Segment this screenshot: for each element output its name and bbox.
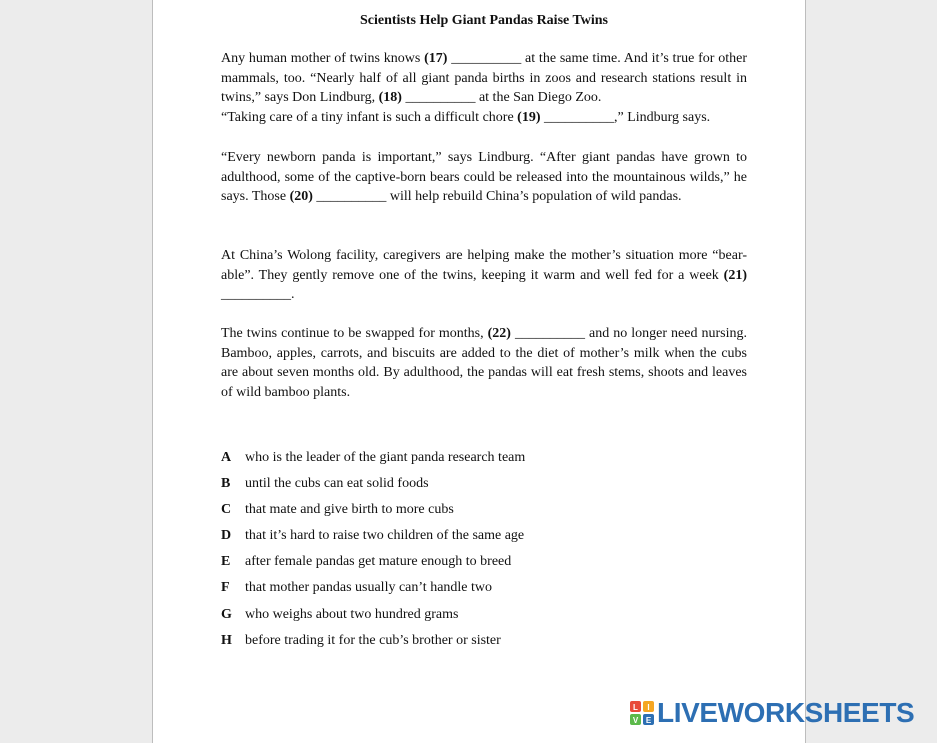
answer-option [221, 552, 747, 578]
liveworksheets-logo-icon [630, 701, 654, 725]
paragraph [221, 246, 747, 305]
paragraph-text: __________ and no longer need nursing. Bamboo, apples, carrots, and biscuits are added to the diet of mother’s milk when the cubs are about seven months old. By adulthood, the pandas will eat fresh stems, shoots and leaves of wild bamboo plants. [221, 326, 747, 400]
gap-number: (18) [378, 90, 402, 106]
watermark-text: LIVEWORKSHEETS [657, 697, 915, 728]
paragraph-text: __________ at the same time. And it’s true for other mammals, too. “Nearly half of all giant panda births in zoos and research stations result in twins,” says Don Lindburg, [221, 51, 747, 106]
option-letter: D [221, 528, 232, 544]
option-text: who is the leader of the giant panda research team [245, 450, 526, 465]
paragraph-text: “Every newborn panda is important,” says Lindburg. “After giant pandas have grown to adulthood, some of the captive-born bears could be released into the mountainous wilds,” he says. Those [221, 150, 747, 205]
gap-number: (20) [289, 189, 313, 205]
logo-letter: L [633, 703, 638, 712]
answer-option [221, 605, 747, 631]
option-letter: A [221, 450, 232, 465]
paragraph [221, 148, 747, 207]
answer-option [221, 526, 747, 552]
logo-letter: I [647, 703, 650, 712]
paragraph-text: __________. [221, 287, 295, 303]
paragraph-text: __________ will help rebuild China’s population of wild pandas. [312, 189, 682, 205]
answer-option [221, 578, 747, 604]
option-text: who weighs about two hundred grams [245, 606, 459, 622]
gap-number: (22) [487, 326, 511, 341]
paragraph-text: Any human mother of twins knows [221, 51, 425, 66]
paragraph [221, 49, 747, 127]
paragraph-text: “Taking care of a tiny infant is such a difficult chore [221, 109, 518, 125]
logo-letter: E [645, 716, 652, 725]
gap-number: (19) [517, 109, 541, 125]
option-text: that mate and give birth to more cubs [245, 502, 454, 518]
option-letter: G [221, 606, 232, 622]
option-letter: E [221, 554, 231, 570]
option-letter: B [221, 476, 231, 492]
answer-option [221, 631, 747, 657]
paragraph-text: __________,” Lindburg says. [540, 109, 711, 125]
paragraph-text: At China’s Wolong facility, caregivers are helping make the mother’s situation more “bear-able”. They gently remove one of the twins, keeping it warm and well fed for a week [221, 248, 747, 283]
paragraph-text: The twins continue to be swapped for months, [221, 326, 488, 341]
option-text: that it’s hard to raise two children of the same age [245, 528, 525, 544]
answer-option [221, 474, 747, 500]
page-title: Scientists Help Giant Pandas Raise Twins [359, 13, 609, 28]
paragraph-text: __________ at the San Diego Zoo. [401, 90, 602, 106]
liveworksheets-watermark[interactable] [630, 699, 914, 727]
answer-options-list [221, 448, 747, 657]
paragraph [221, 324, 747, 402]
option-text: that mother pandas usually can’t handle two [245, 580, 493, 596]
option-letter: H [221, 632, 232, 648]
logo-letter: V [632, 716, 639, 725]
worksheet-page [152, 0, 806, 743]
option-letter: C [221, 502, 232, 518]
option-text: until the cubs can eat solid foods [245, 476, 429, 492]
option-text: before trading it for the cub’s brother or sister [245, 632, 501, 648]
answer-option [221, 500, 747, 526]
option-text: after female pandas get mature enough to breed [245, 554, 512, 570]
gap-number: (17) [424, 51, 448, 66]
answer-option [221, 448, 747, 474]
gap-number: (21) [723, 267, 747, 283]
option-letter: F [221, 580, 230, 596]
